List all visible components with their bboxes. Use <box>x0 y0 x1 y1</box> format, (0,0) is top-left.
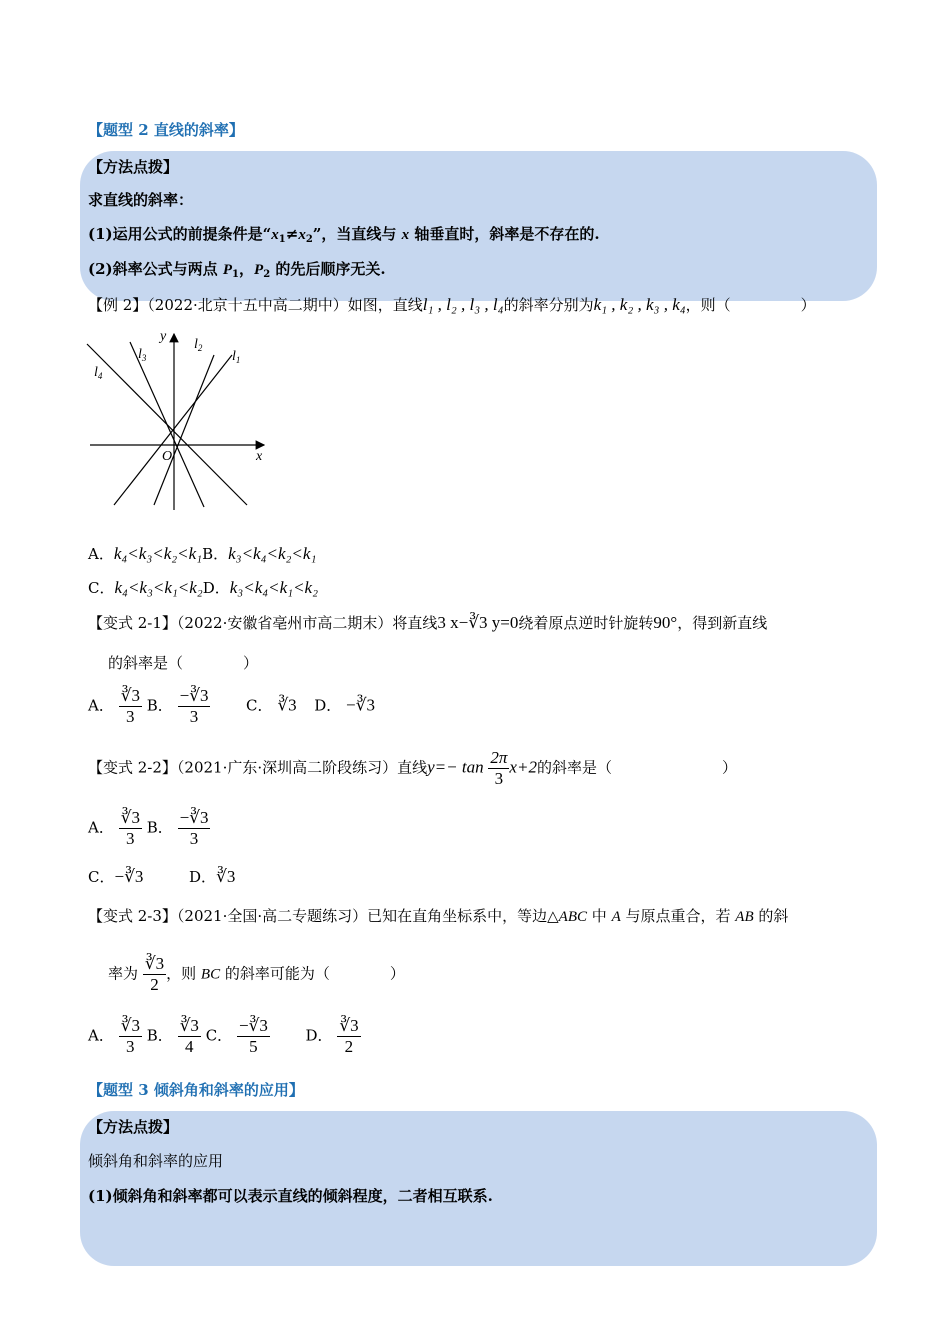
variant23-options: A． $\frac{∛3}{3}$ B． $\frac{∛3}{4}$ C． $\frac{-∛3}{5}$ D． $\frac{∛3}{2}$ <box>88 1016 359 1056</box>
line-l2 <box>154 355 214 505</box>
option-a[interactable]: k₄<k₃<k₂<k₁ <box>113 544 203 563</box>
variant21-stem-line1: 【变式 2-1】（2022·安徽省亳州市高二期末）将直线3 x−∛3 y=0绕着原点逆时针旋转90°，得到新直线 <box>88 613 768 632</box>
example2-stem: 【例 2】（2022·北京十五中高二期中）如图，直线l₁ , l₂ , l₃ , l₄的斜率分别为k₁ , k₂ , k₃ , k₄，则（ ） <box>88 295 816 314</box>
line-l4 <box>87 344 247 505</box>
method-box-2-line1: 倾斜角和斜率的应用 <box>88 1152 224 1170</box>
option-c[interactable]: k₄<k₃<k₁<k₂ <box>114 578 203 597</box>
variant22-options-row1: A． $\frac{∛3}{3}$ B． $\frac{-∛3}{3}$ <box>88 808 209 848</box>
method-box-2-header: 【方法点拨】 <box>88 1118 179 1136</box>
section-title-type3: 【题型 3 倾斜角和斜率的应用】 <box>88 1081 304 1099</box>
label-l3: $l_3$ <box>138 347 147 363</box>
example2-options-row1 <box>88 543 316 564</box>
option-d-label: D． <box>202 579 230 597</box>
variant22-options-row2: C．−∛3 D．∛3 <box>88 867 236 886</box>
label-x: x <box>256 449 263 464</box>
variant23-fraction: $\frac{∛3}{2}$ <box>144 954 165 994</box>
variant23-option-a[interactable]: $\frac{∛3}{3}$ <box>120 1016 140 1056</box>
label-y: y <box>160 329 167 344</box>
method-box-1-line1: 求直线的斜率： <box>88 191 194 209</box>
variant21-option-a[interactable]: $\frac{∛3}{3}$ <box>120 686 140 726</box>
option-a-label: A． <box>88 545 114 563</box>
option-b-label: B． <box>202 545 229 563</box>
method-box-1-line2: (1)运用公式的前提条件是“$x_1\ne x_2$”，当直线与 x 轴垂直时，斜率是不存在的. <box>88 225 600 245</box>
method-box-2-line2: (1)倾斜角和斜率都可以表示直线的倾斜程度，二者相互联系. <box>88 1187 493 1205</box>
label-l1: $l_1$ <box>232 349 241 365</box>
variant23-stem-line2: 率为 $\frac{∛3}{2}$ ，则 BC 的斜率可能为（ ） <box>108 954 405 994</box>
variant21-option-c[interactable]: ∛3 <box>277 695 297 715</box>
variant23-stem-line1: 【变式 2-3】（2021·全国·高二专题练习）已知在直角坐标系中，等边△ABC 中 A 与原点重合，若 AB 的斜 <box>88 907 789 925</box>
variant22-fraction: $\frac{2\pi}{3}$ <box>490 748 508 788</box>
example2-figure <box>82 322 272 517</box>
variant23-option-c[interactable]: $\frac{-∛3}{5}$ <box>238 1016 268 1056</box>
option-d[interactable]: k₃<k₄<k₁<k₂ <box>229 578 319 597</box>
variant21-options: A． $\frac{∛3}{3}$ B． $\frac{-∛3}{3}$ C． ∛3 D． −∛3 <box>88 686 375 726</box>
variant22-option-d[interactable]: ∛3 <box>216 867 236 886</box>
option-c-label: C． <box>88 579 115 597</box>
option-b[interactable]: k₃<k₄<k₂<k₁ <box>228 544 317 563</box>
variant21-option-b[interactable]: $\frac{-∛3}{3}$ <box>179 686 209 726</box>
variant21-stem-line2: 的斜率是（ ） <box>108 654 259 672</box>
method-box-1-line3: (2)斜率公式与两点 $P_1$，$P_2$ 的先后顺序无关. <box>88 260 386 280</box>
variant23-option-d[interactable]: $\frac{∛3}{2}$ <box>339 1016 359 1056</box>
variant22-stem: 【变式 2-2】（2021·广东·深圳高二阶段练习）直线y=− tan $\frac{2\pi}{3}$ x+2的斜率是（ ） <box>88 748 737 788</box>
example2-options-row2 <box>88 577 318 598</box>
method-box-1-header: 【方法点拨】 <box>88 158 179 176</box>
variant22-option-b[interactable]: $\frac{-∛3}{3}$ <box>179 808 209 848</box>
label-l2: $l_2$ <box>194 337 203 353</box>
label-l4: $l_4$ <box>94 365 103 381</box>
variant23-option-b[interactable]: $\frac{∛3}{4}$ <box>179 1016 199 1056</box>
label-origin: O <box>162 449 173 464</box>
variant21-option-d[interactable]: −∛3 <box>346 695 375 715</box>
section-title-type2: 【题型 2 直线的斜率】 <box>88 121 244 139</box>
variant22-option-a[interactable]: $\frac{∛3}{3}$ <box>120 808 140 848</box>
variant22-option-c[interactable]: −∛3 <box>114 867 144 886</box>
